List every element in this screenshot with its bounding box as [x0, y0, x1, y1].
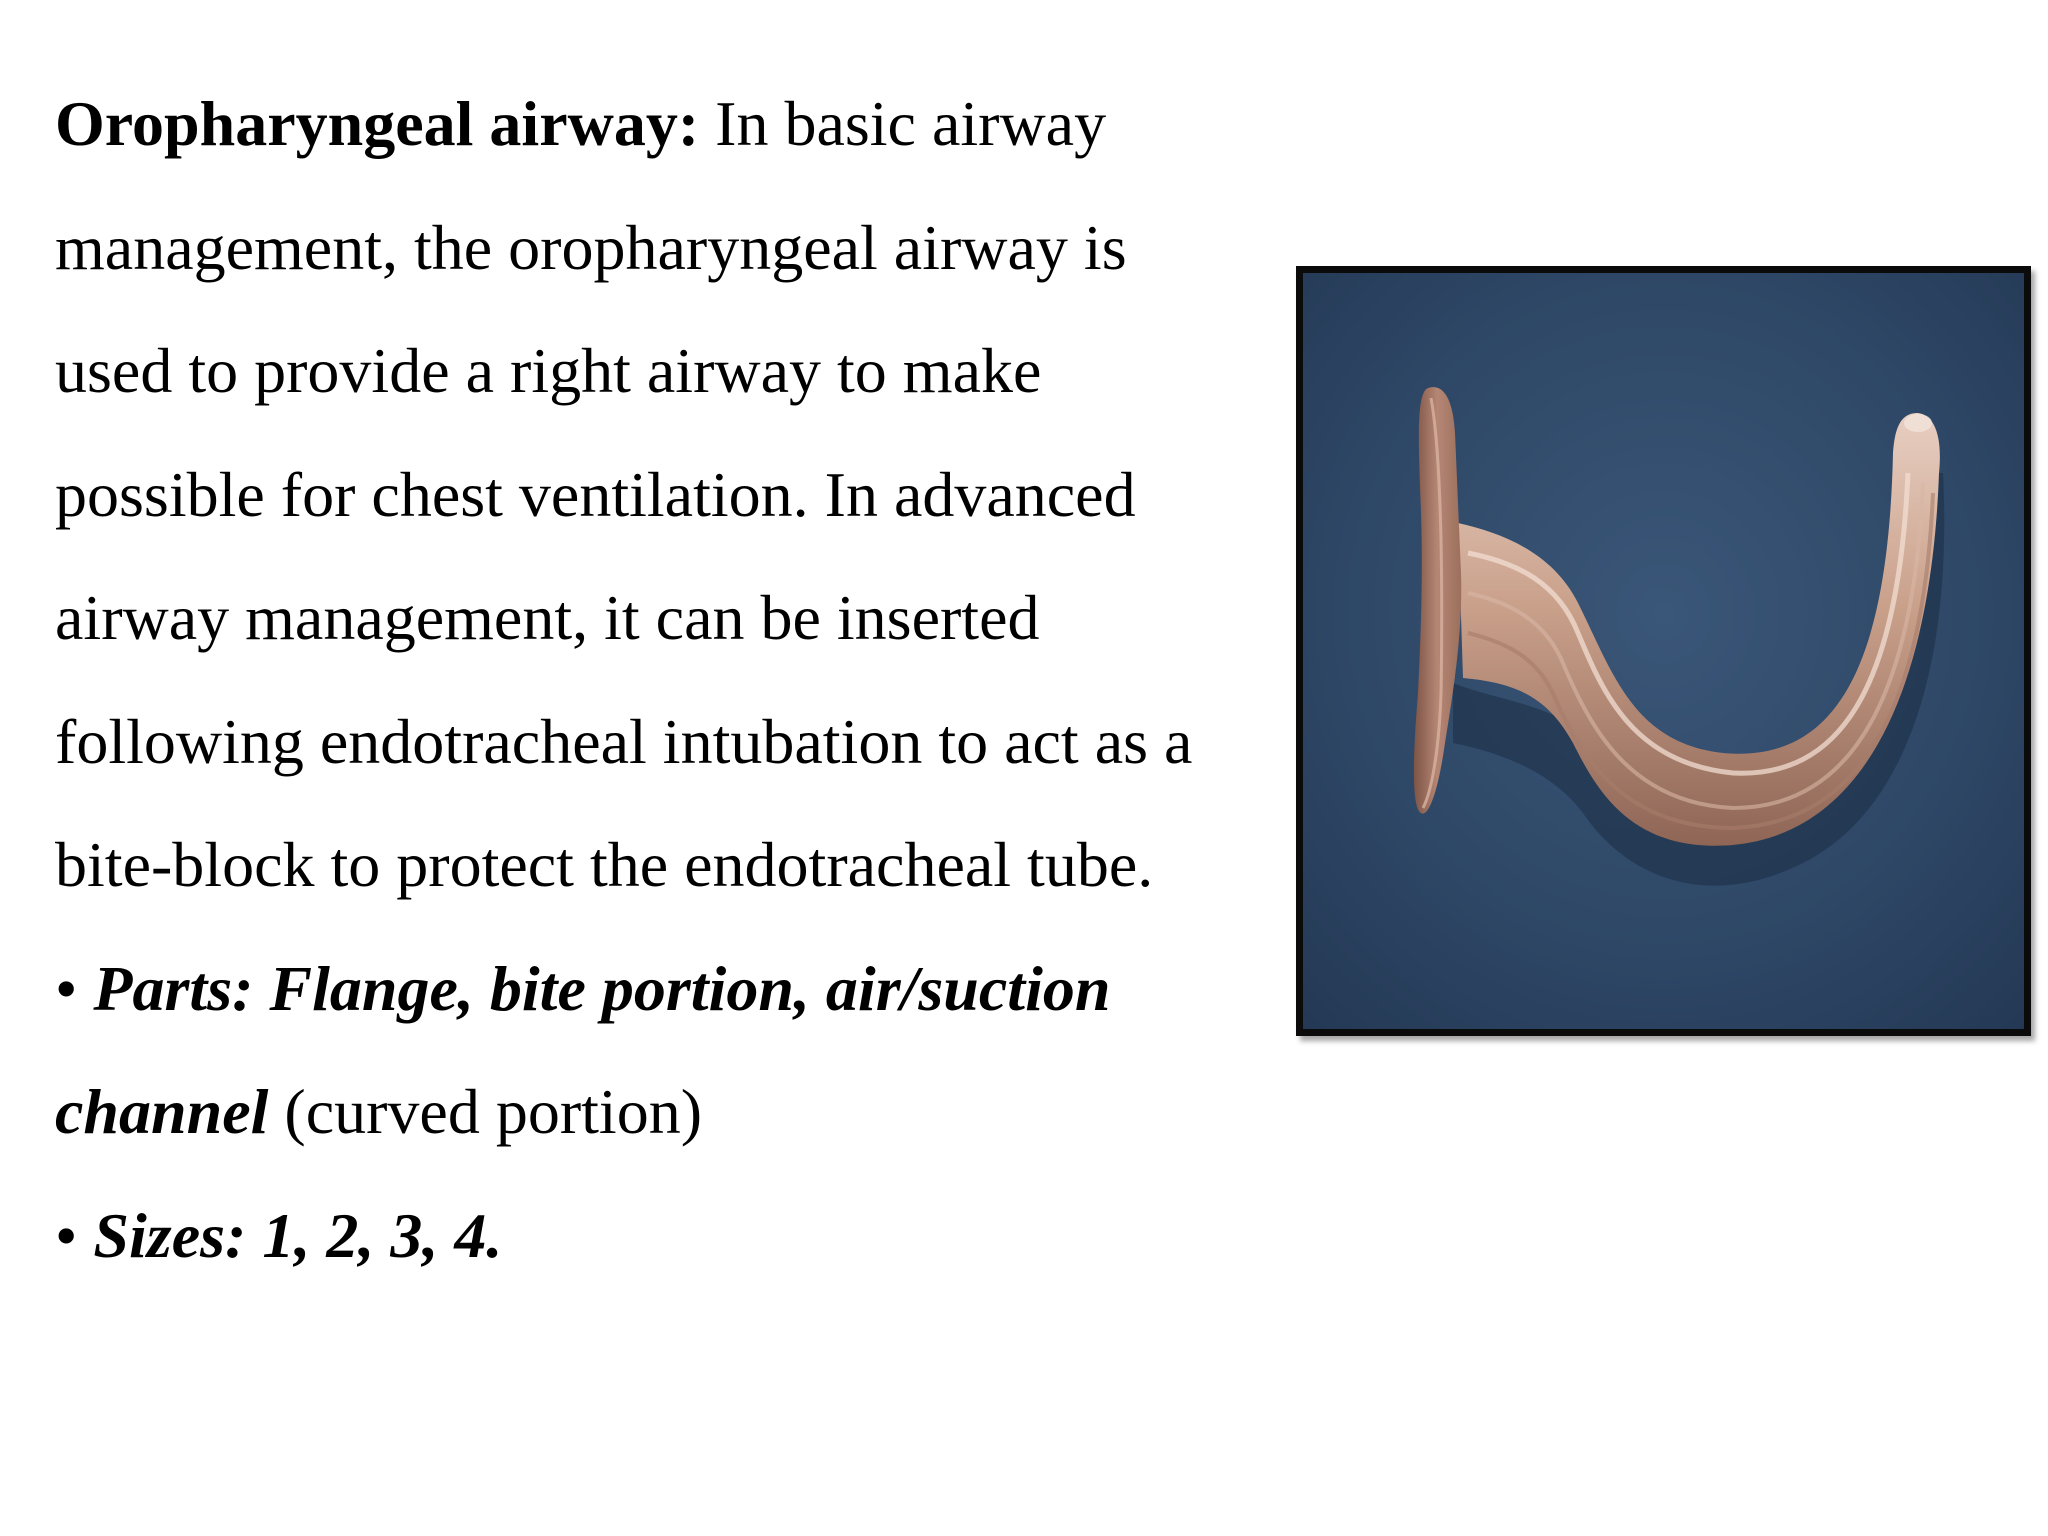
lead-term: Oropharyngeal airway: [55, 88, 700, 159]
bullet-marker: • [55, 1199, 94, 1271]
bullet-sizes [55, 1174, 1255, 1298]
bullet-marker: • [55, 952, 94, 1024]
airway-photo [1296, 266, 2031, 1036]
description-text: In basic airway management, the oropharyngeal airway is used to provide a right airway to make possible for chest ventilation. In advanced airway management, it can be inserted following endotracheal intubation to act as a bite-block to protect the endotracheal tube. [55, 88, 1193, 900]
text-block [55, 62, 1255, 1297]
description-paragraph [55, 62, 1255, 927]
oropharyngeal-airway-image [1303, 273, 2024, 1029]
bullet-parts-emphasis: Parts: Flange, bite portion, air/suction channel [55, 952, 1111, 1147]
bullet-parts [55, 927, 1255, 1174]
bullet-sizes-emphasis: Sizes: 1, 2, 3, 4. [93, 1199, 503, 1271]
bullet-parts-rest: (curved portion) [268, 1076, 702, 1147]
